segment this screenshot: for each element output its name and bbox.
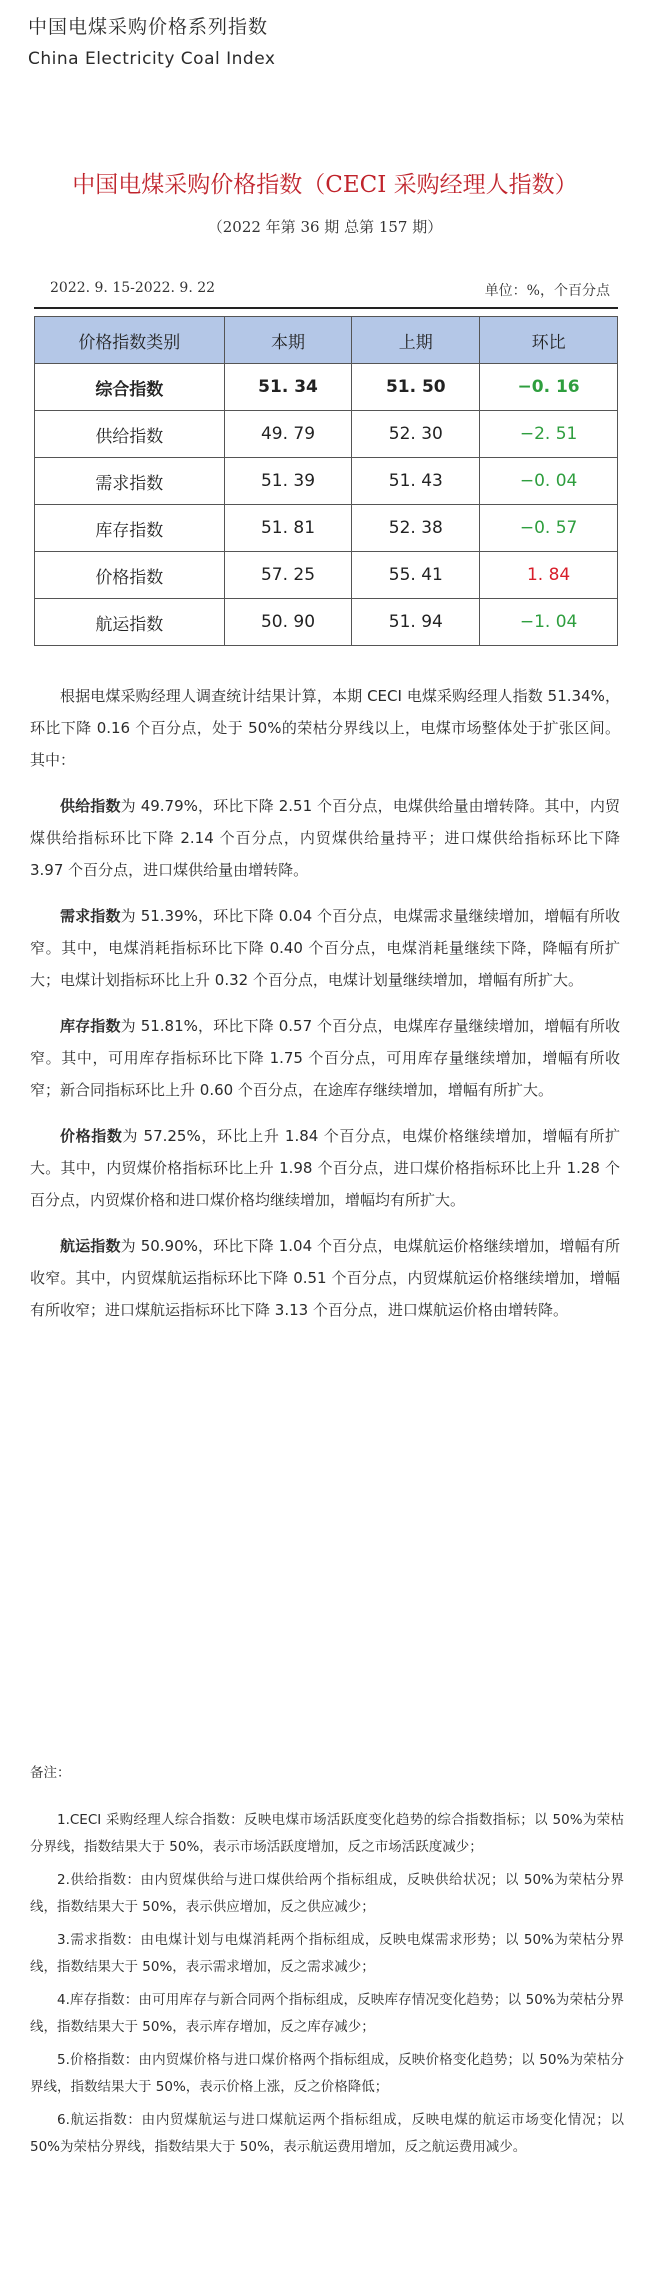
row-change: −0. 04 (480, 458, 618, 505)
index-table (34, 316, 618, 646)
unit-label: 单位：%，个百分点 (484, 283, 610, 299)
shipping-text: 为 50.90%，环比下降 1.04 个百分点，电煤航运价格继续增加，增幅有所收窄。其中，内贸煤航运指标环比下降 0.51 个百分点，内贸煤航运价格继续增加，增幅有所收窄；进口煤航运指标环比下降 3.13 个百分点，进口煤航运价格由增转降。 (30, 1237, 620, 1319)
notes-section (30, 1760, 624, 2167)
price-label: 价格指数 (60, 1127, 123, 1145)
price-paragraph (30, 1120, 620, 1216)
row-name: 航运指数 (35, 599, 225, 646)
row-name: 需求指数 (35, 458, 225, 505)
notes-heading: 备注： (30, 1765, 71, 1781)
table-row (35, 364, 618, 411)
note-item: 1.CECI 采购经理人综合指数：反映电煤市场活跃度变化趋势的综合指数指标；以 50%为荣枯分界线，指数结果大于 50%，表示市场活跃度增加，反之市场活跃度减少； (30, 1812, 624, 1855)
demand-text: 为 51.39%，环比下降 0.04 个百分点，电煤需求量继续增加，增幅有所收窄。其中，电煤消耗指标环比下降 0.40 个百分点，电煤消耗量继续下降，降幅有所扩大；电煤计划指标环比上升 0.32 个百分点，电煤计划量继续增加，增幅有所扩大。 (30, 907, 620, 989)
analysis-body (30, 680, 620, 1340)
row-previous: 55. 41 (352, 552, 480, 599)
row-previous: 52. 38 (352, 505, 480, 552)
row-name: 价格指数 (35, 552, 225, 599)
note-item: 3.需求指数：由电煤计划与电煤消耗两个指标组成，反映电煤需求形势；以 50%为荣枯分界线，指数结果大于 50%，表示需求增加，反之需求减少； (30, 1932, 624, 1975)
table-row (35, 458, 618, 505)
row-change: −0. 57 (480, 505, 618, 552)
price-text: 为 57.25%，环比上升 1.84 个百分点，电煤价格继续增加，增幅有所扩大。其中，内贸煤价格指标环比上升 1.98 个百分点，进口煤价格指标环比上升 1.28 个百分点，内贸煤价格和进口煤价格均继续增加，增幅均有所扩大。 (30, 1127, 620, 1209)
supply-label: 供给指数 (60, 797, 121, 815)
row-previous: 52. 30 (352, 411, 480, 458)
header-title-cn: 中国电煤采购价格系列指数 (28, 16, 269, 38)
table-row (35, 505, 618, 552)
col-header-previous: 上期 (352, 317, 480, 364)
supply-paragraph (30, 790, 620, 886)
shipping-label: 航运指数 (60, 1237, 121, 1255)
row-previous: 51. 94 (352, 599, 480, 646)
table-row (35, 552, 618, 599)
row-previous: 51. 43 (352, 458, 480, 505)
page-header (28, 12, 275, 69)
row-change: −2. 51 (480, 411, 618, 458)
row-current: 49. 79 (224, 411, 352, 458)
inventory-text: 为 51.81%，环比下降 0.57 个百分点，电煤库存量继续增加，增幅有所收窄。其中，可用库存指标环比下降 1.75 个百分点，可用库存量继续增加，增幅有所收窄；新合同指标环比上升 0.60 个百分点，在途库存继续增加，增幅有所扩大。 (30, 1017, 620, 1099)
row-previous: 51. 50 (352, 364, 480, 411)
note-item: 6.航运指数：由内贸煤航运与进口煤航运两个指标组成，反映电煤的航运市场变化情况；以 50%为荣枯分界线，指数结果大于 50%，表示航运费用增加，反之航运费用减少。 (30, 2112, 624, 2155)
inventory-label: 库存指数 (60, 1017, 121, 1035)
row-change: −1. 04 (480, 599, 618, 646)
row-name: 综合指数 (35, 364, 225, 411)
table-row (35, 599, 618, 646)
issue-number: （2022 年第 36 期 总第 157 期） (207, 218, 443, 236)
demand-paragraph (30, 900, 620, 996)
col-header-current: 本期 (224, 317, 352, 364)
intro-paragraph: 根据电煤采购经理人调查统计结果计算，本期 CECI 电煤采购经理人指数 51.34%，环比下降 0.16 个百分点，处于 50%的荣枯分界线以上，电煤市场整体处于扩张区间。其中： (30, 687, 620, 769)
inventory-paragraph (30, 1010, 620, 1106)
supply-text: 为 49.79%，环比下降 2.51 个百分点，电煤供给量由增转降。其中，内贸煤供给指标环比下降 2.14 个百分点，内贸煤供给量持平；进口煤供给指标环比下降 3.97 个百分点，进口煤供给量由增转降。 (30, 797, 620, 879)
row-current: 50. 90 (224, 599, 352, 646)
row-current: 51. 34 (224, 364, 352, 411)
date-range: 2022. 9. 15-2022. 9. 22 (50, 280, 216, 296)
table-header-row (35, 317, 618, 364)
row-current: 51. 39 (224, 458, 352, 505)
row-name: 供给指数 (35, 411, 225, 458)
row-current: 51. 81 (224, 505, 352, 552)
table-top-rule (34, 307, 618, 309)
demand-label: 需求指数 (60, 907, 121, 925)
note-item: 2.供给指数：由内贸煤供给与进口煤供给两个指标组成，反映供给状况；以 50%为荣枯分界线，指数结果大于 50%，表示供应增加，反之供应减少； (30, 1872, 624, 1915)
table-row (35, 411, 618, 458)
col-header-category: 价格指数类别 (35, 317, 225, 364)
note-item: 4.库存指数：由可用库存与新合同两个指标组成，反映库存情况变化趋势；以 50%为荣枯分界线，指数结果大于 50%，表示库存增加，反之库存减少； (30, 1992, 624, 2035)
note-item: 5.价格指数：由内贸煤价格与进口煤价格两个指标组成，反映价格变化趋势；以 50%为荣枯分界线，指数结果大于 50%，表示价格上涨，反之价格降低； (30, 2052, 624, 2095)
row-change: 1. 84 (480, 552, 618, 599)
row-name: 库存指数 (35, 505, 225, 552)
report-title: 中国电煤采购价格指数（CECI 采购经理人指数） (72, 172, 578, 198)
row-current: 57. 25 (224, 552, 352, 599)
header-title-en: China Electricity Coal Index (28, 49, 276, 69)
shipping-paragraph (30, 1230, 620, 1326)
row-change: −0. 16 (480, 364, 618, 411)
col-header-change: 环比 (480, 317, 618, 364)
